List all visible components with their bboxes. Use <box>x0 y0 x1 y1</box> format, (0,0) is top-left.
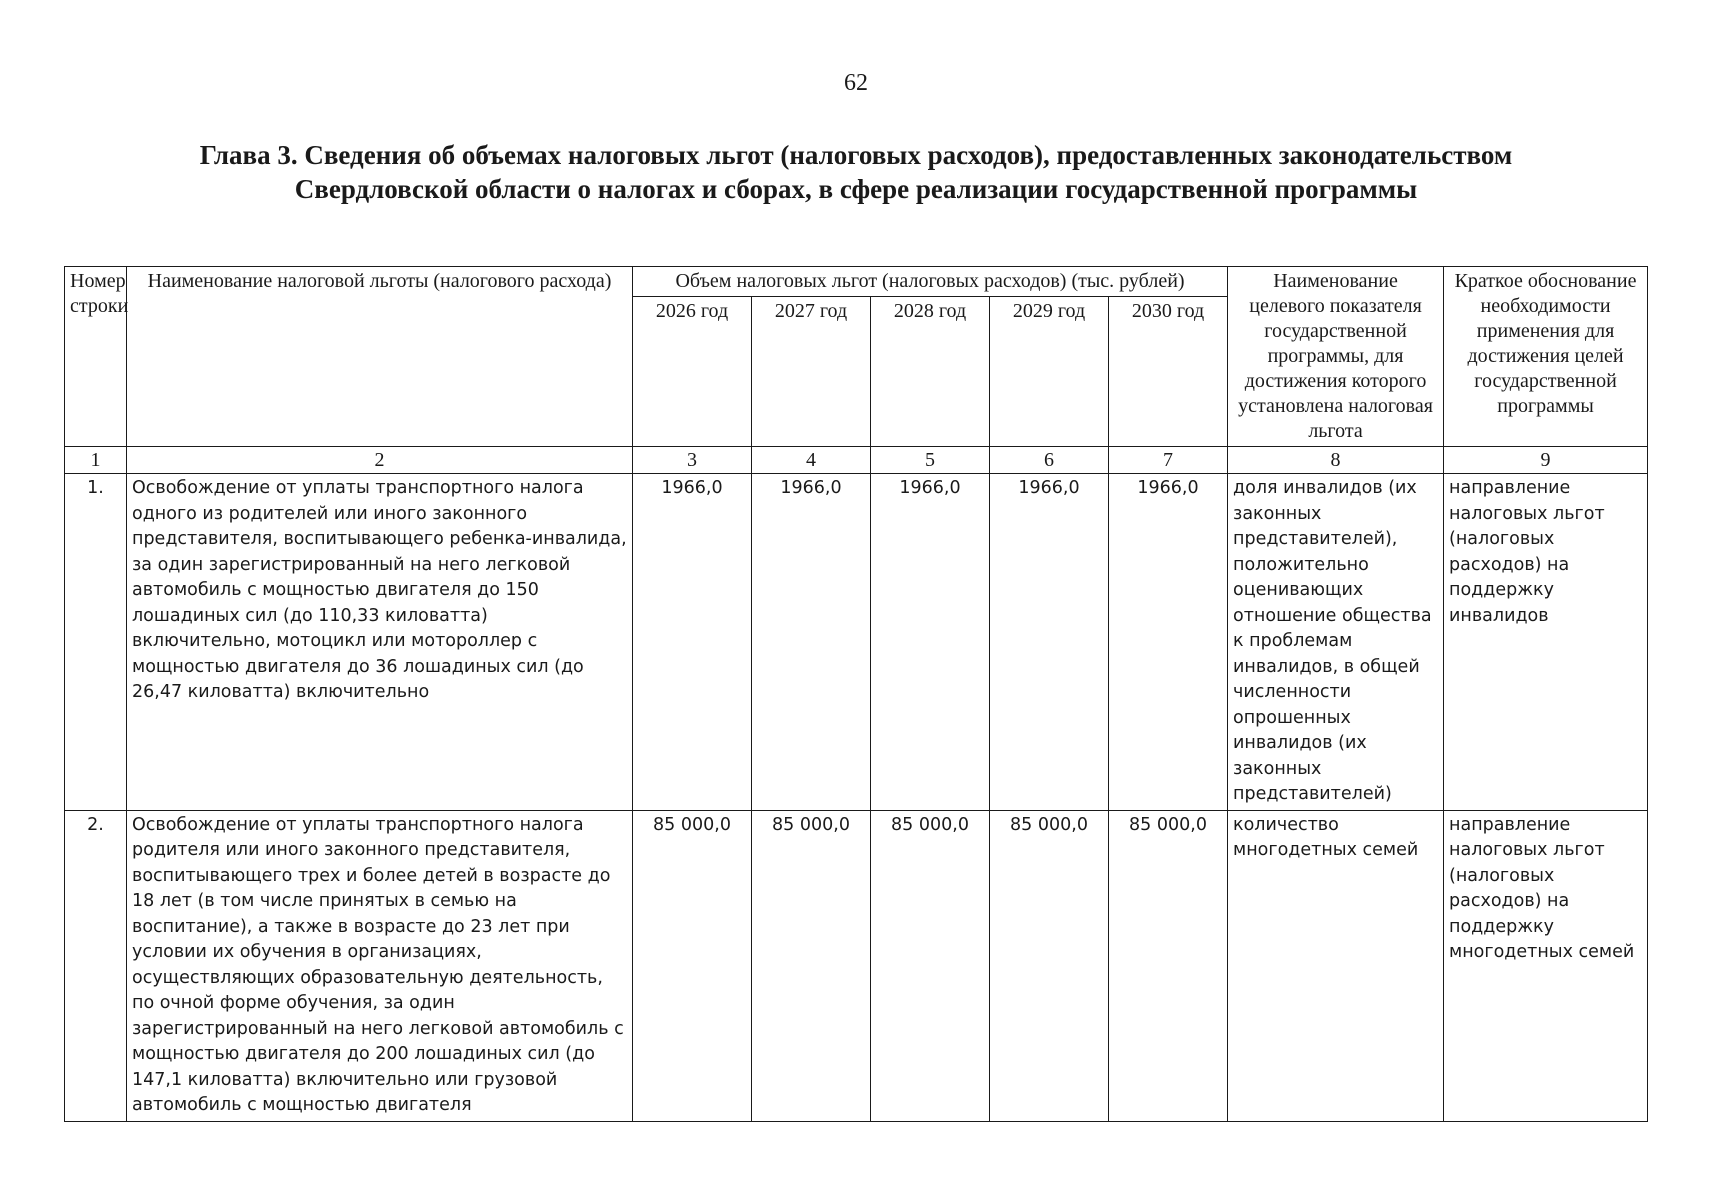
chapter-title-line-1: Глава 3. Сведения об объемах налоговых льгот (налоговых расходов), предоставленных законодательством <box>199 140 1513 170</box>
target-indicator: доля инвалидов (их законных представителей), положительно оценивающих отношение общества к проблемам инвалидов, в общей численности опрошенных инвалидов (их законных представителей) <box>1228 474 1444 811</box>
header-year: 2026 год <box>633 297 752 447</box>
chapter-title-line-2: Свердловской области о налогах и сборах, в сфере реализации государственной программы <box>294 174 1418 204</box>
volume-2027: 85 000,0 <box>752 810 871 1121</box>
column-number: 2 <box>127 447 633 474</box>
chapter-title <box>60 138 1652 206</box>
header-year: 2030 год <box>1109 297 1228 447</box>
justification: направление налоговых льгот (налоговых расходов) на поддержку многодетных семей <box>1444 810 1648 1121</box>
volume-2026: 1966,0 <box>633 474 752 811</box>
column-number: 7 <box>1109 447 1228 474</box>
volume-2029: 1966,0 <box>990 474 1109 811</box>
tax-benefits-table <box>64 266 1648 1122</box>
page-number: 62 <box>844 70 868 96</box>
volume-2029: 85 000,0 <box>990 810 1109 1121</box>
volume-2027: 1966,0 <box>752 474 871 811</box>
column-number-row <box>65 447 1648 474</box>
volume-2028: 1966,0 <box>871 474 990 811</box>
column-number: 3 <box>633 447 752 474</box>
justification: направление налоговых льгот (налоговых расходов) на поддержку инвалидов <box>1444 474 1648 811</box>
header-volume-group: Объем налоговых льгот (налоговых расходов) (тыс. рублей) <box>633 267 1228 297</box>
header-target-indicator: Наименование целевого показателя государственной программы, для достижения которого установлена налоговая льгота <box>1228 267 1444 447</box>
benefit-name: Освобождение от уплаты транспортного налога родителя или иного законного представителя, воспитывающего трех и более детей в возрасте до 18 лет (в том числе принятых в семью на воспитание), а также в возрасте до 23 лет при условии их обучения в организациях, осуществляющих образовательную деятельность, по очной форме обучения, за один зарегистрированный на него легковой автомобиль с мощностью двигателя до 200 лошадиных сил (до 147,1 киловатта) включительно или грузовой автомобиль с мощностью двигателя <box>127 810 633 1121</box>
column-number: 8 <box>1228 447 1444 474</box>
table-row <box>65 810 1648 1121</box>
header-benefit-name: Наименование налоговой льготы (налогового расхода) <box>127 267 633 447</box>
column-number: 4 <box>752 447 871 474</box>
column-number: 5 <box>871 447 990 474</box>
column-number: 1 <box>65 447 127 474</box>
row-number: 2. <box>65 810 127 1121</box>
header-year: 2027 год <box>752 297 871 447</box>
header-year: 2028 год <box>871 297 990 447</box>
target-indicator: количество многодетных семей <box>1228 810 1444 1121</box>
volume-2028: 85 000,0 <box>871 810 990 1121</box>
row-number: 1. <box>65 474 127 811</box>
volume-2030: 1966,0 <box>1109 474 1228 811</box>
header-justification: Краткое обоснование необходимости применения для достижения целей государственной программы <box>1444 267 1648 447</box>
table-row <box>65 474 1648 811</box>
header-row-number: Номер строки <box>65 267 127 447</box>
column-number: 6 <box>990 447 1109 474</box>
column-number: 9 <box>1444 447 1648 474</box>
volume-2030: 85 000,0 <box>1109 810 1228 1121</box>
header-year: 2029 год <box>990 297 1109 447</box>
volume-2026: 85 000,0 <box>633 810 752 1121</box>
benefit-name: Освобождение от уплаты транспортного налога одного из родителей или иного законного представителя, воспитывающего ребенка-инвалида, за один зарегистрированный на него легковой автомобиль с мощностью двигателя до 150 лошадиных сил (до 110,33 киловатта) включительно, мотоцикл или мотороллер с мощностью двигателя до 36 лошадиных сил (до 26,47 киловатта) включительно <box>127 474 633 811</box>
